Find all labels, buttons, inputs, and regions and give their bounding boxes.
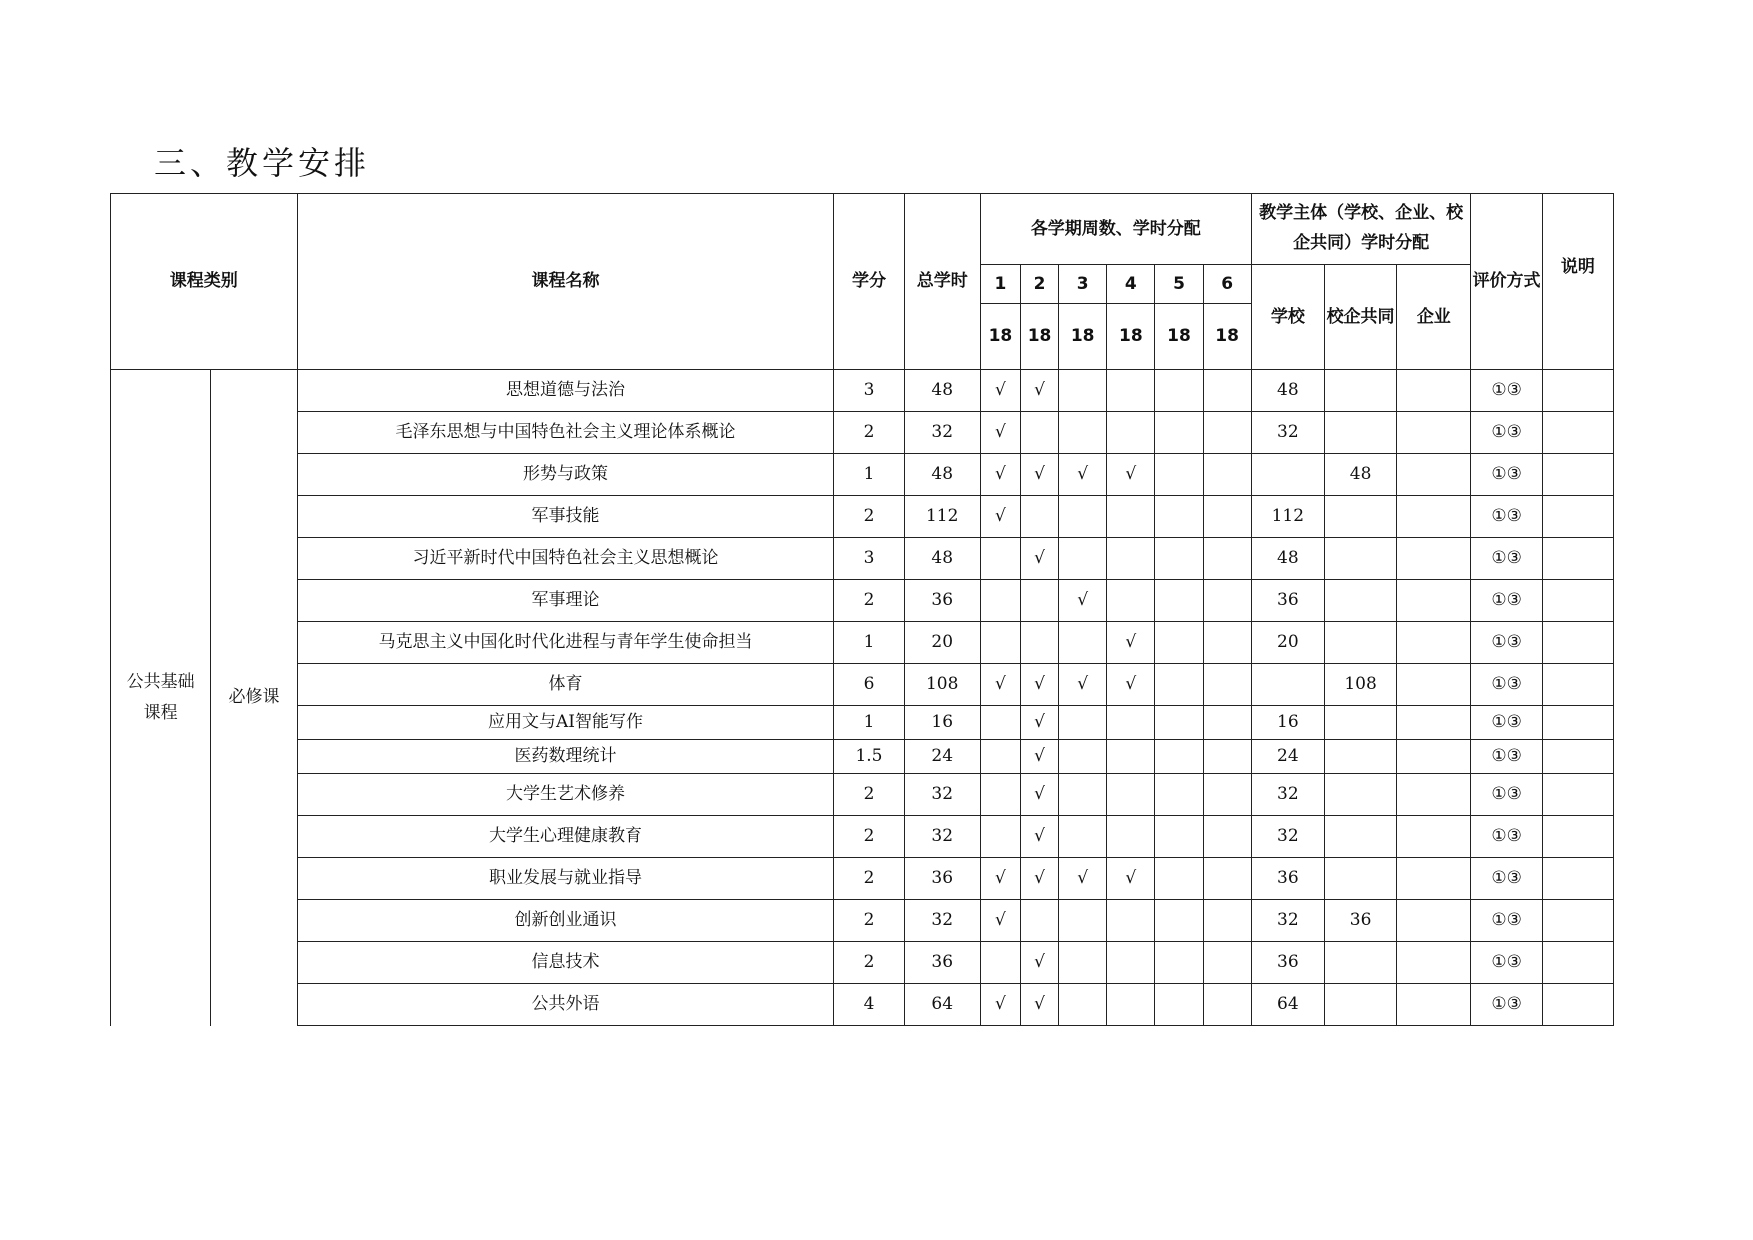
hours-joint xyxy=(1324,580,1396,622)
semester-5-mark xyxy=(1155,740,1203,774)
semester-4-mark xyxy=(1107,984,1155,1026)
table-row xyxy=(111,858,1614,900)
hours-school: 64 xyxy=(1251,984,1324,1026)
semester-2-mark xyxy=(1020,412,1058,454)
semester-4-mark xyxy=(1107,412,1155,454)
semester-3-mark xyxy=(1059,740,1107,774)
evaluation-method: ①③ xyxy=(1471,412,1542,454)
header-row-1 xyxy=(111,194,1614,265)
semester-6-mark xyxy=(1203,580,1251,622)
course-name: 形势与政策 xyxy=(297,454,834,496)
course-credits: 2 xyxy=(834,858,904,900)
course-total-hours: 20 xyxy=(904,622,980,664)
semester-4-mark: √ xyxy=(1107,622,1155,664)
hours-joint xyxy=(1324,412,1396,454)
hours-joint xyxy=(1324,942,1396,984)
semester-2-mark: √ xyxy=(1020,454,1058,496)
hours-school: 32 xyxy=(1251,816,1324,858)
semester-5-mark xyxy=(1155,370,1203,412)
hours-enterprise xyxy=(1397,664,1471,706)
hours-school: 48 xyxy=(1251,370,1324,412)
semester-3-mark xyxy=(1059,412,1107,454)
course-note xyxy=(1542,858,1613,900)
course-name: 体育 xyxy=(297,664,834,706)
course-total-hours: 32 xyxy=(904,900,980,942)
table-row xyxy=(111,984,1614,1026)
hours-enterprise xyxy=(1397,496,1471,538)
header-semester-distribution: 各学期周数、学时分配 xyxy=(980,194,1251,265)
hours-joint xyxy=(1324,538,1396,580)
hours-school: 36 xyxy=(1251,580,1324,622)
course-note xyxy=(1542,664,1613,706)
semester-4-mark: √ xyxy=(1107,454,1155,496)
semester-2-mark: √ xyxy=(1020,538,1058,580)
course-name: 公共外语 xyxy=(297,984,834,1026)
evaluation-method: ①③ xyxy=(1471,900,1542,942)
header-weeks-3: 18 xyxy=(1059,304,1107,370)
semester-4-mark xyxy=(1107,740,1155,774)
semester-5-mark xyxy=(1155,774,1203,816)
course-note xyxy=(1542,370,1613,412)
semester-4-mark xyxy=(1107,580,1155,622)
evaluation-method: ①③ xyxy=(1471,858,1542,900)
hours-school: 112 xyxy=(1251,496,1324,538)
course-credits: 2 xyxy=(834,900,904,942)
hours-school xyxy=(1251,664,1324,706)
table-row xyxy=(111,664,1614,706)
header-weeks-1: 18 xyxy=(980,304,1020,370)
semester-5-mark xyxy=(1155,706,1203,740)
semester-4-mark: √ xyxy=(1107,858,1155,900)
course-total-hours: 36 xyxy=(904,942,980,984)
category-public-basic: 公共基础课程 xyxy=(111,370,211,1026)
semester-1-mark: √ xyxy=(980,664,1020,706)
hours-enterprise xyxy=(1397,706,1471,740)
semester-2-mark xyxy=(1020,622,1058,664)
semester-6-mark xyxy=(1203,984,1251,1026)
semester-1-mark xyxy=(980,622,1020,664)
hours-joint xyxy=(1324,774,1396,816)
semester-3-mark xyxy=(1059,706,1107,740)
header-weeks-5: 18 xyxy=(1155,304,1203,370)
semester-1-mark: √ xyxy=(980,858,1020,900)
header-weeks-6: 18 xyxy=(1203,304,1251,370)
table-row xyxy=(111,538,1614,580)
semester-3-mark xyxy=(1059,774,1107,816)
table-row xyxy=(111,412,1614,454)
header-joint: 校企共同 xyxy=(1324,265,1396,370)
course-credits: 4 xyxy=(834,984,904,1026)
semester-6-mark xyxy=(1203,412,1251,454)
semester-6-mark xyxy=(1203,496,1251,538)
course-total-hours: 48 xyxy=(904,370,980,412)
table-row xyxy=(111,900,1614,942)
course-total-hours: 16 xyxy=(904,706,980,740)
semester-1-mark xyxy=(980,706,1020,740)
course-name: 职业发展与就业指导 xyxy=(297,858,834,900)
category-required: 必修课 xyxy=(211,370,297,1026)
header-semester-2: 2 xyxy=(1020,265,1058,304)
course-total-hours: 48 xyxy=(904,538,980,580)
course-name: 思想道德与法治 xyxy=(297,370,834,412)
semester-2-mark: √ xyxy=(1020,664,1058,706)
course-note xyxy=(1542,740,1613,774)
evaluation-method: ①③ xyxy=(1471,496,1542,538)
semester-5-mark xyxy=(1155,942,1203,984)
course-credits: 1.5 xyxy=(834,740,904,774)
evaluation-method: ①③ xyxy=(1471,664,1542,706)
table-row xyxy=(111,706,1614,740)
hours-enterprise xyxy=(1397,454,1471,496)
hours-school: 20 xyxy=(1251,622,1324,664)
semester-1-mark: √ xyxy=(980,984,1020,1026)
semester-3-mark: √ xyxy=(1059,580,1107,622)
course-name: 军事技能 xyxy=(297,496,834,538)
course-name: 应用文与AI智能写作 xyxy=(297,706,834,740)
course-total-hours: 32 xyxy=(904,774,980,816)
course-credits: 1 xyxy=(834,454,904,496)
hours-enterprise xyxy=(1397,774,1471,816)
course-name: 医药数理统计 xyxy=(297,740,834,774)
course-credits: 6 xyxy=(834,664,904,706)
course-note xyxy=(1542,942,1613,984)
header-semester-1: 1 xyxy=(980,265,1020,304)
course-name: 大学生心理健康教育 xyxy=(297,816,834,858)
course-credits: 2 xyxy=(834,412,904,454)
table-row xyxy=(111,454,1614,496)
hours-joint: 48 xyxy=(1324,454,1396,496)
semester-5-mark xyxy=(1155,816,1203,858)
semester-3-mark: √ xyxy=(1059,454,1107,496)
semester-2-mark xyxy=(1020,496,1058,538)
header-school: 学校 xyxy=(1251,265,1324,370)
semester-6-mark xyxy=(1203,622,1251,664)
evaluation-method: ①③ xyxy=(1471,816,1542,858)
semester-4-mark xyxy=(1107,816,1155,858)
evaluation-method: ①③ xyxy=(1471,706,1542,740)
semester-3-mark xyxy=(1059,496,1107,538)
semester-1-mark xyxy=(980,942,1020,984)
header-semester-6: 6 xyxy=(1203,265,1251,304)
semester-3-mark xyxy=(1059,538,1107,580)
table-row xyxy=(111,740,1614,774)
table-row xyxy=(111,370,1614,412)
course-note xyxy=(1542,706,1613,740)
hours-school: 36 xyxy=(1251,942,1324,984)
header-semester-3: 3 xyxy=(1059,265,1107,304)
course-credits: 1 xyxy=(834,706,904,740)
semester-3-mark xyxy=(1059,622,1107,664)
semester-6-mark xyxy=(1203,538,1251,580)
semester-2-mark xyxy=(1020,900,1058,942)
header-notes: 说明 xyxy=(1542,194,1613,370)
semester-5-mark xyxy=(1155,496,1203,538)
semester-5-mark xyxy=(1155,622,1203,664)
semester-6-mark xyxy=(1203,942,1251,984)
table-row xyxy=(111,942,1614,984)
semester-2-mark: √ xyxy=(1020,370,1058,412)
table-row xyxy=(111,580,1614,622)
semester-4-mark xyxy=(1107,370,1155,412)
semester-2-mark: √ xyxy=(1020,816,1058,858)
hours-joint xyxy=(1324,706,1396,740)
semester-1-mark xyxy=(980,816,1020,858)
semester-4-mark xyxy=(1107,538,1155,580)
course-credits: 3 xyxy=(834,538,904,580)
semester-2-mark: √ xyxy=(1020,774,1058,816)
semester-4-mark xyxy=(1107,774,1155,816)
hours-school: 24 xyxy=(1251,740,1324,774)
semester-5-mark xyxy=(1155,900,1203,942)
course-name: 毛泽东思想与中国特色社会主义理论体系概论 xyxy=(297,412,834,454)
course-note xyxy=(1542,816,1613,858)
evaluation-method: ①③ xyxy=(1471,984,1542,1026)
hours-enterprise xyxy=(1397,580,1471,622)
semester-6-mark xyxy=(1203,370,1251,412)
semester-5-mark xyxy=(1155,664,1203,706)
semester-2-mark: √ xyxy=(1020,942,1058,984)
hours-joint xyxy=(1324,622,1396,664)
header-total-hours: 总学时 xyxy=(904,194,980,370)
course-total-hours: 48 xyxy=(904,454,980,496)
table-row xyxy=(111,816,1614,858)
course-total-hours: 36 xyxy=(904,580,980,622)
semester-4-mark xyxy=(1107,706,1155,740)
semester-6-mark xyxy=(1203,740,1251,774)
course-note xyxy=(1542,984,1613,1026)
hours-enterprise xyxy=(1397,816,1471,858)
hours-school: 16 xyxy=(1251,706,1324,740)
course-note xyxy=(1542,622,1613,664)
course-total-hours: 112 xyxy=(904,496,980,538)
evaluation-method: ①③ xyxy=(1471,454,1542,496)
course-credits: 2 xyxy=(834,774,904,816)
course-note xyxy=(1542,538,1613,580)
hours-enterprise xyxy=(1397,412,1471,454)
semester-6-mark xyxy=(1203,454,1251,496)
table-row xyxy=(111,774,1614,816)
course-name: 军事理论 xyxy=(297,580,834,622)
semester-3-mark: √ xyxy=(1059,858,1107,900)
semester-5-mark xyxy=(1155,984,1203,1026)
semester-3-mark xyxy=(1059,984,1107,1026)
semester-1-mark: √ xyxy=(980,900,1020,942)
course-credits: 2 xyxy=(834,580,904,622)
course-credits: 2 xyxy=(834,496,904,538)
semester-2-mark: √ xyxy=(1020,984,1058,1026)
hours-joint xyxy=(1324,496,1396,538)
header-credits: 学分 xyxy=(834,194,904,370)
evaluation-method: ①③ xyxy=(1471,580,1542,622)
hours-enterprise xyxy=(1397,622,1471,664)
semester-1-mark xyxy=(980,538,1020,580)
hours-school: 48 xyxy=(1251,538,1324,580)
semester-1-mark: √ xyxy=(980,496,1020,538)
course-note xyxy=(1542,580,1613,622)
course-name: 信息技术 xyxy=(297,942,834,984)
hours-school: 36 xyxy=(1251,858,1324,900)
header-evaluation: 评价方式 xyxy=(1471,194,1542,370)
course-name: 大学生艺术修养 xyxy=(297,774,834,816)
course-note xyxy=(1542,900,1613,942)
semester-4-mark xyxy=(1107,942,1155,984)
semester-2-mark: √ xyxy=(1020,858,1058,900)
evaluation-method: ①③ xyxy=(1471,622,1542,664)
course-credits: 1 xyxy=(834,622,904,664)
hours-joint: 36 xyxy=(1324,900,1396,942)
semester-4-mark xyxy=(1107,496,1155,538)
semester-6-mark xyxy=(1203,664,1251,706)
course-note xyxy=(1542,412,1613,454)
semester-5-mark xyxy=(1155,858,1203,900)
semester-5-mark xyxy=(1155,538,1203,580)
hours-enterprise xyxy=(1397,900,1471,942)
course-credits: 2 xyxy=(834,942,904,984)
course-total-hours: 36 xyxy=(904,858,980,900)
semester-6-mark xyxy=(1203,900,1251,942)
course-note xyxy=(1542,774,1613,816)
table-row xyxy=(111,622,1614,664)
semester-3-mark xyxy=(1059,370,1107,412)
semester-3-mark xyxy=(1059,816,1107,858)
semester-3-mark xyxy=(1059,942,1107,984)
semester-2-mark: √ xyxy=(1020,706,1058,740)
evaluation-method: ①③ xyxy=(1471,942,1542,984)
course-name: 习近平新时代中国特色社会主义思想概论 xyxy=(297,538,834,580)
course-name: 马克思主义中国化时代化进程与青年学生使命担当 xyxy=(297,622,834,664)
hours-school: 32 xyxy=(1251,774,1324,816)
hours-enterprise xyxy=(1397,858,1471,900)
teaching-plan-table xyxy=(110,193,1614,1026)
semester-1-mark: √ xyxy=(980,370,1020,412)
hours-school: 32 xyxy=(1251,412,1324,454)
header-enterprise: 企业 xyxy=(1397,265,1471,370)
hours-enterprise xyxy=(1397,984,1471,1026)
semester-6-mark xyxy=(1203,706,1251,740)
evaluation-method: ①③ xyxy=(1471,538,1542,580)
semester-1-mark: √ xyxy=(980,412,1020,454)
evaluation-method: ①③ xyxy=(1471,740,1542,774)
course-total-hours: 32 xyxy=(904,412,980,454)
hours-joint xyxy=(1324,858,1396,900)
hours-joint xyxy=(1324,984,1396,1026)
semester-6-mark xyxy=(1203,816,1251,858)
header-course-name: 课程名称 xyxy=(297,194,834,370)
semester-6-mark xyxy=(1203,774,1251,816)
evaluation-method: ①③ xyxy=(1471,370,1542,412)
header-semester-4: 4 xyxy=(1107,265,1155,304)
evaluation-method: ①③ xyxy=(1471,774,1542,816)
hours-enterprise xyxy=(1397,370,1471,412)
semester-4-mark xyxy=(1107,900,1155,942)
hours-joint xyxy=(1324,370,1396,412)
table-row xyxy=(111,496,1614,538)
hours-enterprise xyxy=(1397,942,1471,984)
header-weeks-2: 18 xyxy=(1020,304,1058,370)
section-title: 三、教学安排 xyxy=(154,144,371,182)
semester-2-mark: √ xyxy=(1020,740,1058,774)
course-note xyxy=(1542,496,1613,538)
semester-3-mark xyxy=(1059,900,1107,942)
header-category: 课程类别 xyxy=(111,194,298,370)
header-subject-distribution: 教学主体（学校、企业、校企共同）学时分配 xyxy=(1251,194,1471,265)
course-total-hours: 24 xyxy=(904,740,980,774)
semester-1-mark xyxy=(980,740,1020,774)
semester-2-mark xyxy=(1020,580,1058,622)
semester-3-mark: √ xyxy=(1059,664,1107,706)
hours-joint: 108 xyxy=(1324,664,1396,706)
semester-5-mark xyxy=(1155,454,1203,496)
course-total-hours: 32 xyxy=(904,816,980,858)
semester-6-mark xyxy=(1203,858,1251,900)
header-weeks-4: 18 xyxy=(1107,304,1155,370)
course-note xyxy=(1542,454,1613,496)
course-credits: 2 xyxy=(834,816,904,858)
hours-enterprise xyxy=(1397,740,1471,774)
course-credits: 3 xyxy=(834,370,904,412)
course-total-hours: 108 xyxy=(904,664,980,706)
course-total-hours: 64 xyxy=(904,984,980,1026)
header-semester-5: 5 xyxy=(1155,265,1203,304)
hours-enterprise xyxy=(1397,538,1471,580)
hours-school: 32 xyxy=(1251,900,1324,942)
semester-1-mark: √ xyxy=(980,454,1020,496)
course-name: 创新创业通识 xyxy=(297,900,834,942)
semester-1-mark xyxy=(980,580,1020,622)
hours-school xyxy=(1251,454,1324,496)
semester-5-mark xyxy=(1155,580,1203,622)
semester-5-mark xyxy=(1155,412,1203,454)
hours-joint xyxy=(1324,816,1396,858)
hours-joint xyxy=(1324,740,1396,774)
semester-1-mark xyxy=(980,774,1020,816)
semester-4-mark: √ xyxy=(1107,664,1155,706)
